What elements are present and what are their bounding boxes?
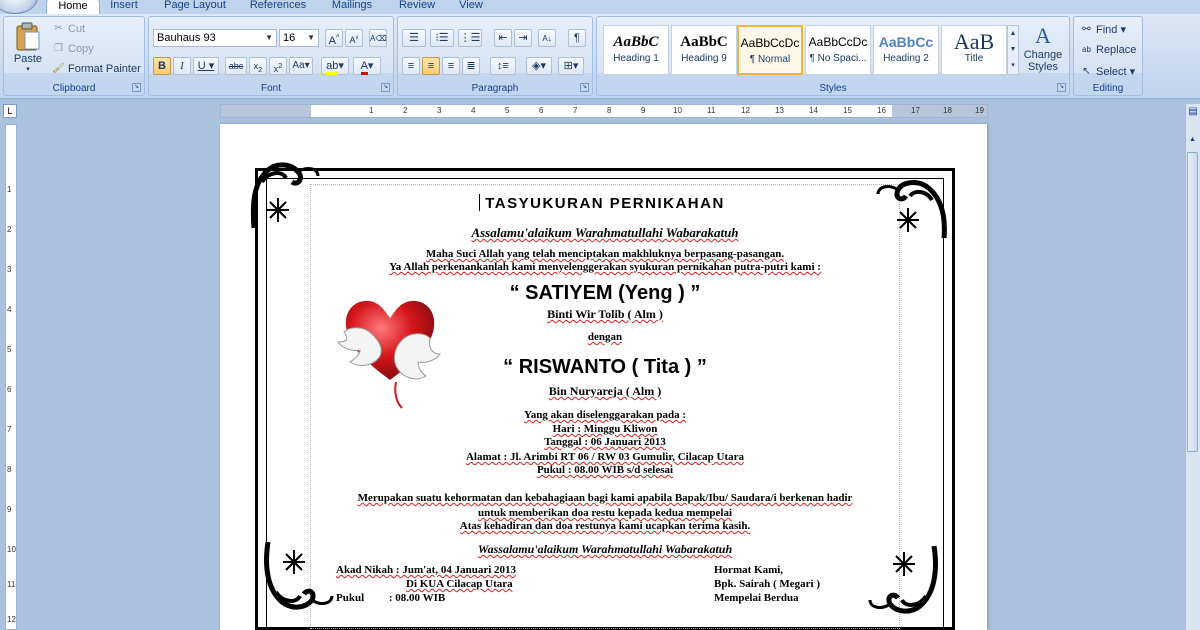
grow-font-icon: A^ — [328, 34, 340, 47]
replace-icon: ab — [1082, 45, 1091, 55]
copy-button[interactable] — [52, 43, 94, 55]
numbering-icon: ⁝☰ — [435, 32, 449, 44]
subscript-icon: $x_2$ — [253, 61, 263, 74]
shading-button[interactable] — [526, 57, 552, 75]
subscript-button[interactable] — [249, 57, 267, 75]
scissors-icon: ✂ — [54, 23, 63, 35]
highlighter-icon: ab — [326, 60, 338, 75]
font-group-label: Font — [260, 83, 281, 94]
greeting-line: Assalamu'alaikum Warahmatullahi Wabarakatuh — [471, 225, 739, 240]
style-name: Heading 1 — [613, 53, 659, 64]
clipboard-launcher-icon[interactable]: ↘ — [133, 84, 140, 90]
underline-button[interactable] — [193, 57, 219, 75]
tab-page-layout[interactable]: Page Layout — [164, 0, 226, 11]
italic-icon: I — [180, 60, 184, 72]
font-launcher-icon[interactable]: ↘ — [382, 84, 389, 90]
show-marks-button[interactable] — [568, 29, 586, 47]
underline-icon: U ▾ — [197, 60, 215, 72]
superscript-icon: $x^2$ — [273, 61, 283, 74]
bullets-icon: ☰ — [409, 32, 419, 44]
tab-home[interactable]: Home — [46, 0, 100, 14]
event-day: Hari : Minggu Kliwon — [552, 423, 658, 435]
view-ruler-icon[interactable]: ▤ — [1188, 106, 1198, 117]
increase-indent-button[interactable] — [514, 29, 532, 47]
scroll-thumb[interactable] — [1187, 152, 1198, 452]
align-left-icon: ≡ — [407, 60, 415, 72]
increase-indent-icon: ⇥ — [518, 32, 528, 44]
select-button[interactable]: ↖ Select ▾ — [1080, 65, 1135, 78]
style-name: ¶ No Spaci... — [809, 53, 867, 64]
signature-greeting: Hormat Kami, — [714, 564, 784, 576]
vertical-ruler[interactable]: 1 2 3 4 5 6 7 8 9 10 11 12 — [5, 124, 17, 630]
style-preview: AaBbCcDc — [808, 35, 868, 49]
closing-line-3: Atas kehadiran dan doa restunya kami ucapkan terima kasih. — [459, 520, 751, 532]
chevron-down-icon: ▼ — [307, 33, 315, 42]
font-size-combo[interactable] — [279, 29, 319, 47]
paragraph-launcher-icon[interactable]: ↘ — [581, 84, 588, 90]
multilevel-list-button[interactable] — [458, 29, 482, 47]
font-name-combo[interactable] — [153, 29, 277, 47]
style-name: ¶ Normal — [749, 54, 791, 65]
line-spacing-icon: ↕≡ — [497, 60, 509, 72]
font-size-value: 16 — [283, 32, 296, 44]
style-name: Title — [964, 53, 984, 64]
cut-label: Cut — [68, 23, 86, 35]
style-preview: AaBbCc — [878, 34, 934, 50]
format-painter-icon: 🖌 — [52, 63, 65, 75]
decrease-indent-button[interactable] — [494, 29, 512, 47]
groom-parent: Bin Nuryareja ( Alm ) — [548, 384, 662, 398]
find-button[interactable]: ⚯ Find ▾ — [1080, 23, 1126, 36]
snowflake-icon — [897, 208, 919, 232]
style-title[interactable] — [941, 25, 1007, 75]
change-styles-icon: A — [1035, 23, 1051, 48]
bullets-button[interactable] — [402, 29, 426, 47]
style-heading-9[interactable] — [671, 25, 737, 75]
tab-mailings[interactable]: Mailings — [331, 0, 373, 11]
decrease-indent-icon: ⇤ — [498, 32, 508, 44]
style-heading-1[interactable] — [603, 25, 669, 75]
align-right-button[interactable] — [442, 57, 460, 75]
ribbon-tab-strip — [0, 0, 1200, 14]
grow-font-button[interactable] — [325, 29, 343, 47]
event-time: Pukul : 08.00 WIB s/d selesai — [536, 464, 674, 476]
styles-group — [596, 16, 1070, 96]
horizontal-ruler[interactable]: 1 2 3 4 5 6 7 8 9 10 11 12 13 14 15 16 17 18 19 — [220, 104, 988, 118]
ribbon — [0, 14, 1200, 99]
closing-line-2: untuk memberikan doa restu kepada kedua mempelai — [477, 507, 733, 519]
borders-button[interactable] — [558, 57, 584, 75]
copy-label: Copy — [68, 43, 94, 55]
copy-icon: ❐ — [54, 43, 63, 55]
intro-line-1: Maha Suci Allah yang telah menciptakan makhluknya berpasang-pasangan. — [425, 248, 785, 260]
office-button[interactable] — [0, 0, 38, 14]
align-center-button[interactable] — [422, 57, 440, 75]
signature-name: Bpk. Sairah ( Megari ) — [714, 578, 821, 590]
font-group — [148, 16, 394, 96]
line-spacing-button[interactable] — [490, 57, 516, 75]
multilevel-list-icon: ⋮☰ — [459, 32, 481, 44]
bride-parent: Binti Wir Tolib ( Alm ) — [547, 307, 663, 321]
cut-button[interactable] — [52, 23, 85, 35]
paste-label: Paste — [13, 53, 43, 65]
strikethrough-icon: abc — [228, 61, 244, 71]
scroll-up-icon[interactable]: ▲ — [1189, 136, 1196, 143]
strikethrough-button[interactable] — [225, 57, 247, 75]
cursor-arrow-icon: ↖ — [1082, 66, 1091, 78]
shrink-font-icon: $A^v$ — [349, 35, 359, 45]
bride-name: “ SATIYEM (Yeng ) ” — [509, 282, 701, 304]
paste-button[interactable]: Paste ▾ — [10, 21, 46, 77]
change-styles-button[interactable] — [1021, 23, 1065, 73]
sort-icon: A↓ — [542, 34, 552, 43]
tab-references[interactable]: References — [249, 0, 307, 11]
chevron-down-icon: ▼ — [265, 33, 273, 42]
justify-button[interactable] — [462, 57, 480, 75]
numbering-button[interactable] — [430, 29, 454, 47]
paste-icon — [14, 21, 42, 51]
style-name: Heading 2 — [883, 53, 929, 64]
clipboard-group — [3, 16, 145, 96]
snowflake-icon — [267, 198, 289, 222]
style-preview: AaBbC — [613, 34, 659, 50]
styles-group-label: Styles — [819, 83, 847, 94]
select-label: Select — [1096, 66, 1127, 78]
bold-button[interactable] — [153, 57, 171, 75]
style-normal[interactable] — [737, 25, 803, 75]
paragraph-group — [397, 16, 593, 96]
style-no-spacing[interactable] — [805, 25, 871, 75]
paint-bucket-icon: ◈▾ — [532, 60, 546, 72]
akad-nikah-time: Pukul : 08.00 WIB — [336, 592, 446, 604]
replace-button[interactable] — [1080, 44, 1136, 56]
style-heading-2[interactable] — [873, 25, 939, 75]
highlight-button[interactable]: ab▾ — [321, 57, 349, 75]
intro-line-2: Ya Allah perkenankanlah kami menyelenggerakan syukuran pernikahan putra-putri kami : — [389, 261, 821, 273]
justify-icon: ≣ — [466, 60, 476, 72]
tab-insert[interactable]: Insert — [110, 0, 138, 11]
akad-nikah-line: Akad Nikah : Jum'at, 04 Januari 2013 — [336, 564, 517, 576]
replace-label: Replace — [1096, 44, 1137, 56]
font-name-value: Bauhaus 93 — [157, 32, 216, 44]
styles-launcher-icon[interactable]: ↘ — [1058, 84, 1065, 90]
event-date: Tanggal : 06 Januari 2013 — [544, 436, 666, 448]
font-color-button[interactable]: A▾ — [353, 57, 381, 75]
editing-group-label: Editing — [1092, 83, 1124, 94]
format-painter-label: Format Painter — [68, 63, 141, 75]
style-preview: AaB — [953, 31, 995, 53]
borders-icon: ⊞▾ — [563, 60, 579, 72]
ruler-tab-selector[interactable]: L — [3, 104, 17, 118]
align-center-icon: ≡ — [427, 60, 435, 72]
pilcrow-icon: ¶ — [574, 32, 580, 44]
change-styles-label: Change Styles — [1023, 49, 1063, 73]
bold-icon: B — [158, 60, 166, 72]
groom-name: “ RISWANTO ( Tita ) ” — [503, 356, 707, 378]
sort-button[interactable] — [538, 29, 556, 47]
italic-button[interactable] — [173, 57, 191, 75]
event-address: Alamat : Jl. Arimbi RT 06 / RW 03 Gumulir, Cilacap Utara — [465, 451, 744, 463]
binoculars-icon: ⚯ — [1082, 24, 1091, 36]
editing-group — [1073, 16, 1143, 96]
snowflake-icon — [283, 550, 305, 574]
document-page[interactable] — [220, 124, 987, 630]
farewell-line: Wassalamu'alaikum Warahmatullahi Wabarakatuh — [477, 542, 733, 556]
superscript-button[interactable] — [269, 57, 287, 75]
clear-formatting-button[interactable] — [369, 29, 387, 47]
vertical-scrollbar[interactable] — [1185, 104, 1200, 630]
akad-nikah-place: Di KUA Cilacap Utara — [406, 578, 513, 590]
clear-formatting-icon: A⌫ — [370, 34, 387, 43]
format-painter-button[interactable] — [52, 63, 141, 75]
paragraph-group-label: Paragraph — [471, 83, 519, 94]
signature-couple: Mempelai Berdua — [714, 592, 799, 604]
dengan-text: dengan — [587, 331, 623, 343]
event-intro: Yang akan diselenggarakan pada : — [524, 409, 686, 421]
style-name: Heading 9 — [681, 53, 727, 64]
align-left-button[interactable] — [402, 57, 420, 75]
find-label: Find — [1096, 24, 1118, 36]
align-right-icon: ≡ — [447, 60, 455, 72]
style-preview: AaBbC — [680, 34, 728, 50]
clipboard-group-label: Clipboard — [52, 83, 96, 94]
shrink-font-button[interactable] — [345, 29, 363, 47]
tab-review[interactable]: Review — [398, 0, 436, 11]
style-preview: AaBbCcDc — [740, 36, 800, 50]
tab-view[interactable]: View — [459, 0, 483, 11]
font-color-icon: A — [361, 60, 368, 75]
change-case-icon: Aa▾ — [292, 60, 310, 71]
invitation-title: TASYUKURAN PERNIKAHAN — [485, 195, 725, 212]
closing-line-1: Merupakan suatu kehormatan dan kebahagiaan bagi kami apabila Bapak/Ibu/ Saudara/i berkenan hadir — [357, 492, 853, 504]
change-case-button[interactable] — [289, 57, 313, 75]
styles-gallery-scroll[interactable]: ▲ ▼ ▾ — [1007, 25, 1019, 75]
